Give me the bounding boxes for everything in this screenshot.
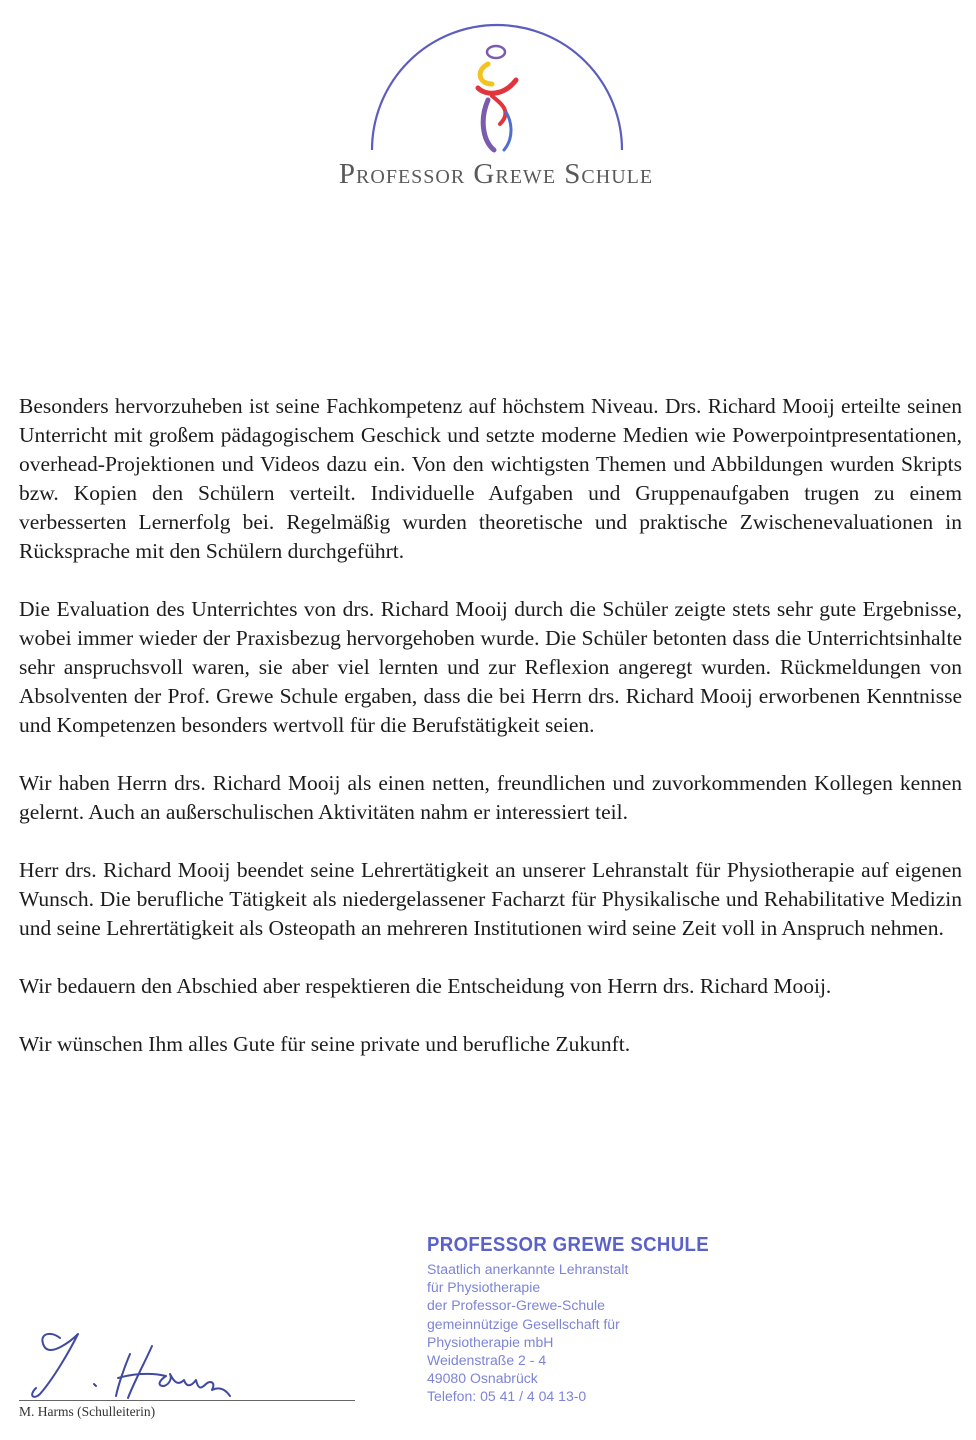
signer-name: M. Harms (Schulleiterin) [19, 1404, 156, 1419]
stamp-line: Telefon: 05 41 / 4 04 13-0 [427, 1389, 587, 1405]
paragraph: Wir bedauern den Abschied aber respektieren die Entscheidung von Herrn drs. Richard Mooij. [19, 974, 832, 998]
stamp-line: Weidenstraße 2 - 4 [427, 1353, 547, 1369]
stamp-line: 49080 Osnabrück [427, 1371, 538, 1387]
letter-body [19, 392, 962, 1059]
logo-figure [478, 46, 516, 150]
stamp-line: Physiotherapie mbH [427, 1334, 554, 1350]
paragraph: Wir haben Herrn drs. Richard Mooij als einen netten, freundlichen und zuvorkommenden Kollegen kennen gelernt. Auch an außerschulischen Aktivitäten nahm er interessiert teil. [19, 771, 962, 824]
stamp-line: der Professor-Grewe-Schule [427, 1298, 605, 1314]
signature-line [19, 1400, 355, 1401]
logo-arc [372, 25, 622, 150]
stamp-title: PROFESSOR GREWE SCHULE [427, 1234, 710, 1256]
handwritten-signature [20, 1320, 260, 1402]
paragraph: Wir wünschen Ihm alles Gute für seine private und berufliche Zukunft. [19, 1032, 631, 1056]
stamp-line: für Physiotherapie [427, 1280, 541, 1296]
stamp-line: gemeinnützige Gesellschaft für [427, 1316, 620, 1332]
paragraph: Besonders hervorzuheben ist seine Fachkompetenz auf höchstem Niveau. Drs. Richard Mooij erteilte seinen Unterricht mit großem pädagogischem Geschick und setzte moderne Medien wie Powerpointpresentationen, overhead-Projektionen und Videos dazu ein. Von den wichtigsten Themen und Abbildungen wurden Skripts bzw. Kopien den Schülern verteilt. Individuelle Aufgaben und Gruppenaufgaben trugen zu einem verbesserten Lernerfolg bei. Regelmäßig wurden theoretische und praktische Zwischenevaluationen in Rücksprache mit den Schülern durchgeführt. [19, 394, 962, 563]
school-name: Professor Grewe Schule [338, 158, 654, 190]
paragraph: Herr drs. Richard Mooij beendet seine Lehrertätigkeit an unserer Lehranstalt für Physiotherapie auf eigenen Wunsch. Die berufliche Tätigkeit als niedergelassener Facharzt für Physikalische und Rehabilitative Medizin und seine Lehrertätigkeit als Osteopath an mehreren Institutionen wird seine Zeit voll in Anspruch nehmen. [19, 858, 962, 940]
paragraph: Die Evaluation des Unterrichtes von drs. Richard Mooij durch die Schüler zeigte stets sehr gute Ergebnisse, wobei immer wieder der Praxisbezug hervorgehoben wurde. Die Schüler betonten dass die Unterrichtsinhalte sehr anspruchsvoll waren, sie aber viel lernten und zur Reflexion angeregt wurden. Rückmeldungen von Absolventen der Prof. Grewe Schule ergaben, dass die bei Herrn drs. Richard Mooij erworbenen Kenntnisse und Kompetenzen besonders wertvoll für die Berufstätigkeit seien. [19, 597, 962, 737]
stamp-line: Staatlich anerkannte Lehranstalt [427, 1262, 629, 1277]
school-stamp [427, 1232, 727, 1407]
